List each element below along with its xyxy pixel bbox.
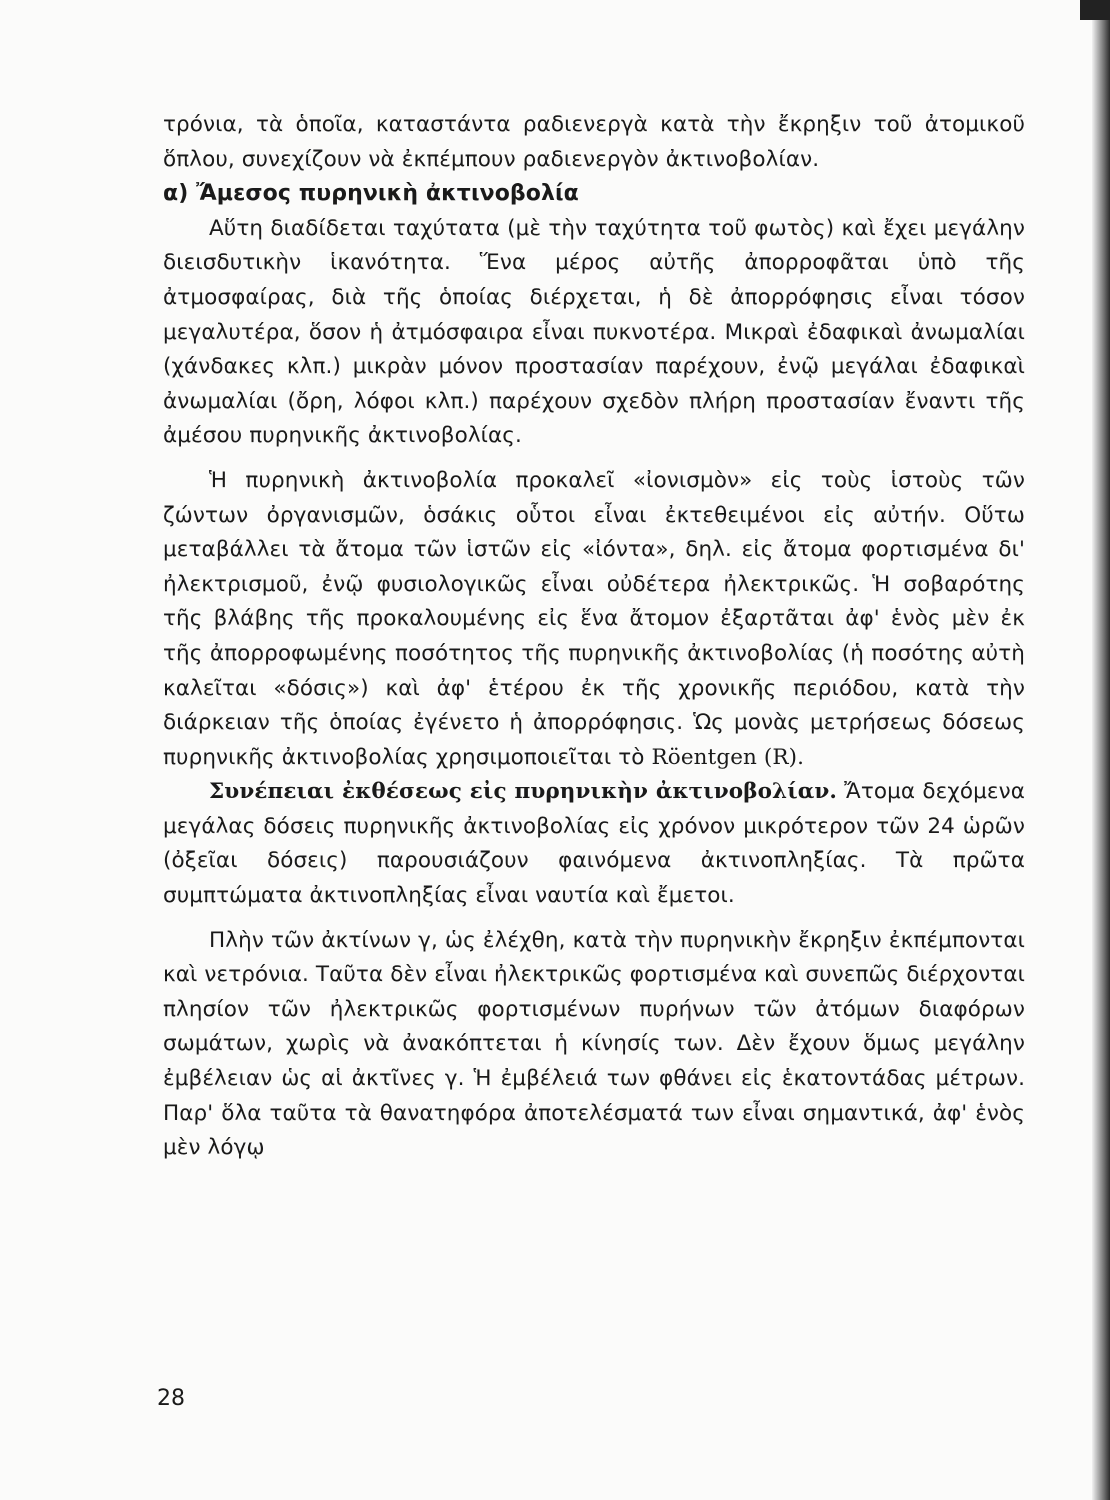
paragraph-neutrons: Πλὴν τῶν ἀκτίνων γ, ὡς ἐλέχθη, κατὰ τὴν πυρηνικὴν ἔκρηξιν ἐκπέμπονται καὶ νετρόνια. Ταῦτα δὲν εἶναι ἠλεκτρικῶς φορτισμένα καὶ συνεπῶς διέρχονται πλησίον τῶν ἠλεκτρικῶς φορτισμένων πυρήνων τῶν ἀτόμων διαφόρων σωμάτων, χωρὶς νὰ ἀνακόπτεται ἡ κίνησίς των. Δὲν ἔχουν ὅμως μεγάλην ἐμβέλειαν ὡς αἱ ἀκτῖνες γ. Ἡ ἐμβέλειά των φθάνει εἰς ἑκατοντάδας μέτρων. Παρ' ὅλα ταῦτα τὰ θανατηφόρα ἀποτελέσματά των εἶναι σημαντικά, ἀφ' ἑνὸς μὲν λόγῳ: [163, 927, 1025, 1161]
unit-name: Röentgen (R).: [651, 744, 805, 770]
ionization-text: Ἡ πυρηνικὴ ἀκτινοβολία προκαλεῖ «ἰονισμὸν» εἰς τοὺς ἱστοὺς τῶν ζώντων ὀργανισμῶν, ὁσάκις οὗτοι εἶναι ἐκτεθειμένοι εἰς αὐτήν. Οὕτω μεταβάλλει τὰ ἄτομα τῶν ἱστῶν εἰς «ἰόντα», δηλ. εἰς ἄτομα φορτισμένα δι' ἠλεκτρισμοῦ, ἐνῷ φυσιολογικῶς εἶναι οὐδέτερα ἠλεκτρικῶς. Ἡ σοβαρότης τῆς βλάβης τῆς προκαλουμένης εἰς ἕνα ἄτομον ἐξαρτᾶται ἀφ' ἑνὸς μὲν ἐκ τῆς ἀπορροφωμένης ποσότητος τῆς πυρηνικῆς ἀκτινοβολίας (ἡ ποσότης αὐτὴ καλεῖται «δόσις») καὶ ἀφ' ἑτέρου ἐκ τῆς χρονικῆς περιόδου, κατὰ τὴν διάρκειαν τῆς ὁποίας ἐγένετο ἡ ἀπορρόφησις. Ὡς μονὰς μετρήσεως δόσεως πυρηνικῆς ἀκτινοβολίας χρησιμοποιεῖται τὸ: [163, 467, 1025, 770]
paragraph-direct-radiation: Αὕτη διαδίδεται ταχύτατα (μὲ τὴν ταχύτητα τοῦ φωτὸς) καὶ ἔχει μεγάλην διεισδυτικὴν ἱκανότητα. Ἕνα μέρος αὐτῆς ἀπορροφᾶται ὑπὸ τῆς ἀτμοσφαίρας, διὰ τῆς ὁποίας διέρχεται, ἡ δὲ ἀπορρόφησις εἶναι τόσον μεγαλυτέρα, ὅσον ἡ ἀτμόσφαιρα εἶναι πυκνοτέρα. Μικραὶ ἐδαφικαὶ ἀνωμαλίαι (χάνδακες κλπ.) μικρὰν μόνον προστασίαν παρέχουν, ἐνῷ μεγάλαι ἐδαφικαὶ ἀνωμαλίαι (ὄρη, λόφοι κλπ.) παρέχουν σχεδὸν πλήρη προστασίαν ἔναντι τῆς ἀμέσου πυρηνικῆς ἀκτινοβολίας.: [163, 215, 1025, 449]
scan-corner: [1080, 0, 1110, 20]
effects-body: Ἄτομα δεχόμενα μεγάλας δόσεις πυρηνικῆς ἀκτινοβολίας εἰς χρόνον μικρότερον τῶν 24 ὡρῶν (ὀξεῖαι δόσεις) παρουσιάζουν φαινόμενα ἀκτινοπληξίας. Τὰ πρῶτα συμπτώματα ἀκτινοπληξίας εἶναι ναυτία καὶ ἔμετοι.: [163, 779, 1026, 909]
page-number: 28: [157, 1386, 185, 1411]
effects-title: Συνέπειαι ἐκθέσεως εἰς πυρηνικὴν ἀκτινοβολίαν.: [209, 779, 837, 805]
section-heading: α) Ἄμεσος πυρηνικὴ ἀκτινοβολία: [163, 181, 579, 207]
intro-paragraph: τρόνια, τὰ ὁποῖα, καταστάντα ραδιενεργὰ κατὰ τὴν ἔκρηξιν τοῦ ἀτομικοῦ ὅπλου, συνεχίζουν νὰ ἐκπέμπουν ραδιενεργὸν ἀκτινοβολίαν.: [163, 112, 1025, 172]
paragraph-ionization: [163, 464, 1025, 775]
page-edge-shadow: [1092, 0, 1110, 1500]
body-text: [163, 108, 1025, 1166]
paragraph-effects: [163, 775, 1025, 913]
